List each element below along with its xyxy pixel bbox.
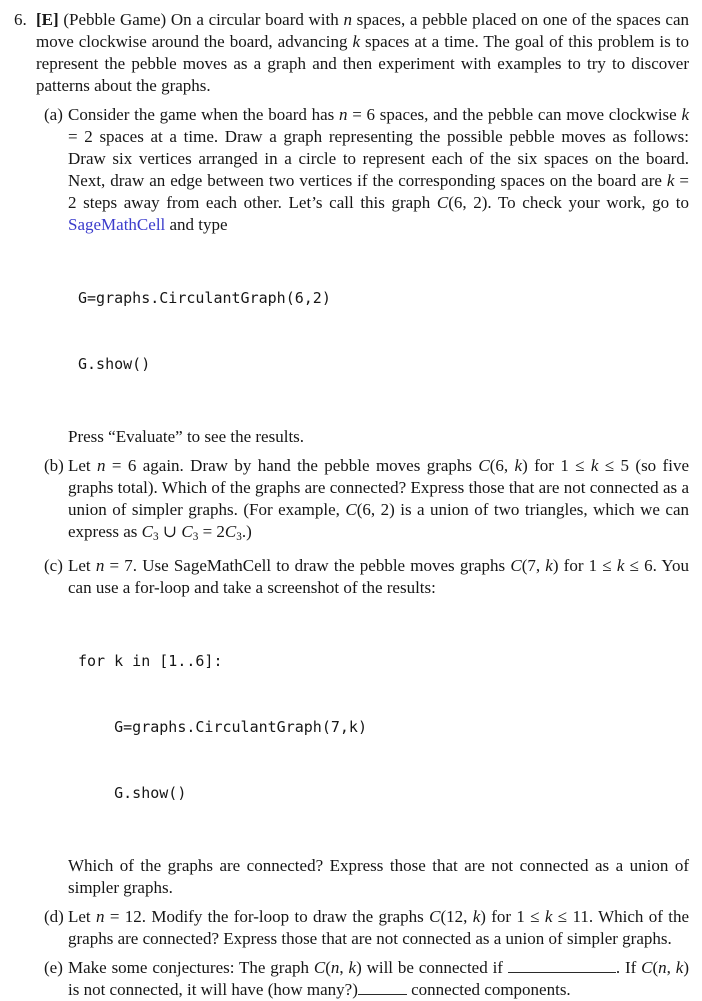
text-segment: ) for 1 ≤ [552, 556, 617, 576]
text-segment: C [224, 522, 237, 541]
text-segment: (6, 2) is a union of two triangles, which we can express as [68, 500, 689, 541]
text-segment: ) is not connected, it will have (how many?) [68, 958, 690, 1000]
text-segment: C [181, 522, 193, 541]
text-segment: n [658, 958, 667, 978]
text-segment: ≤ 11. Which of the graphs are connected? Express those that are not connected as a union of simpler graphs. [68, 907, 690, 949]
text-segment: k [681, 105, 689, 124]
text-segment: k [666, 171, 675, 190]
part-e-text-3 [407, 980, 571, 999]
text-segment: ) for 1 ≤ [480, 907, 545, 927]
text-segment: spaces at a time. The goal of this problem is to represent the pebble moves as a graph and then experiment with examples to try to discover patterns about the graphs. [36, 32, 689, 95]
part-c-text [68, 555, 689, 599]
problem-number: 6. [14, 10, 27, 29]
text-segment: = 2 [198, 522, 225, 541]
code-line-c-1: for k in [1..6]: [78, 652, 223, 671]
text-segment: .) [241, 522, 252, 541]
text-segment: C [345, 500, 357, 519]
fill-in-blank-2 [358, 993, 407, 995]
text-segment: k [352, 32, 361, 51]
text-segment: C [478, 456, 490, 475]
text-segment: = 2 spaces at a time. Draw a graph representing the possible pebble moves as follows: Draw six vertices arranged in a circle to represent each of the six spaces on the board. Next, draw an edge between two vertices if the corresponding spaces on the board are [68, 127, 689, 190]
text-segment: k [472, 907, 481, 927]
text-segment: n [96, 907, 105, 927]
part-a-label: (a) [44, 105, 63, 124]
problem-body [36, 9, 689, 1001]
text-segment: Make some conjectures: The graph [68, 958, 314, 978]
text-segment: [E] [36, 10, 59, 29]
text-segment: , [339, 958, 349, 978]
text-segment: k [544, 907, 553, 927]
part-b [36, 455, 689, 548]
text-segment: Let [68, 907, 96, 927]
text-segment: k [616, 556, 625, 576]
part-e-body [68, 957, 689, 1001]
text-segment: . If [615, 958, 642, 978]
text-segment: k [675, 958, 684, 978]
text-segment: (7, [521, 556, 546, 576]
text-segment: k [545, 556, 553, 576]
text-segment: k [514, 456, 523, 475]
text-segment: (6, [489, 456, 515, 475]
text-segment: spaces, a pebble placed on one of the spaces can move clockwise around the board, advancing [36, 10, 689, 51]
text-segment: (12, [440, 907, 473, 927]
fill-in-blank-1 [508, 971, 616, 973]
text-segment: n [330, 958, 340, 978]
problem-6 [14, 9, 689, 1001]
part-a [36, 104, 689, 448]
code-block-a [78, 243, 689, 419]
part-d [36, 906, 689, 950]
code-line-c-2: G=graphs.CirculantGraph(7,k) [78, 718, 367, 737]
part-a-text-before-link [68, 105, 689, 212]
part-b-text [68, 455, 689, 548]
sagemathcell-link[interactable]: SageMathCell [68, 215, 166, 234]
code-line-a-1: G=graphs.CirculantGraph(6,2) [78, 289, 331, 307]
code-block-c [78, 606, 689, 848]
text-segment: Which of the graphs are connected? Express those that are not connected as a union of simpler graphs. [68, 856, 689, 898]
text-segment: ≤ 6. You can use a for-loop and take a screenshot of the results: [68, 556, 690, 598]
code-line-c-3: G.show() [78, 784, 187, 803]
part-c-body [68, 555, 689, 899]
text-segment: C [641, 958, 653, 978]
text-segment: 3 [192, 531, 199, 544]
text-segment: ( [652, 958, 659, 978]
part-e-text-1 [68, 958, 508, 977]
text-segment: = 2 steps away from each other. Let’s call this graph [68, 171, 689, 212]
text-segment: ∪ [158, 522, 182, 541]
part-a-body [68, 104, 689, 448]
part-d-label: (d) [44, 907, 64, 927]
part-e [36, 957, 689, 1001]
part-c [36, 555, 689, 899]
part-c-label: (c) [44, 556, 63, 576]
text-segment: ( [325, 958, 331, 978]
part-e-text [68, 957, 689, 1001]
text-segment: = 12. Modify the for-loop to draw the graphs [104, 907, 430, 927]
problem-intro [36, 9, 689, 97]
text-segment: ) for 1 ≤ [522, 456, 591, 475]
text-segment: k [590, 456, 599, 475]
part-a-text-after-link [165, 215, 227, 234]
text-segment: n [95, 556, 105, 576]
text-segment: , [666, 958, 676, 978]
part-c-text-2 [68, 855, 689, 899]
text-segment: C [510, 556, 522, 576]
part-a-press-note [68, 426, 689, 448]
text-segment: = 7. Use SageMathCell to draw the pebble moves graphs [104, 556, 511, 576]
text-segment: ) will be connected if [356, 958, 508, 978]
text-segment: C [141, 522, 153, 541]
part-d-body [68, 906, 689, 950]
part-b-body [68, 455, 689, 548]
text-segment: C [429, 907, 441, 927]
part-d-text [68, 906, 689, 950]
text-segment: and type [165, 215, 228, 234]
text-segment: Let [68, 556, 96, 576]
text-segment: ≤ 5 (so five graphs total). Which of the graphs are connected? Express those that are not connected as a union of simpler graphs. (For example, [68, 456, 689, 519]
text-segment: = 6 spaces, and the pebble can move clockwise [347, 105, 682, 124]
text-segment: Press “Evaluate” to see the results. [68, 427, 305, 446]
text-segment: C [436, 193, 449, 212]
part-a-text [68, 104, 689, 236]
text-segment: 3 [236, 531, 242, 544]
text-segment: (6, 2). To check your work, go to [448, 193, 690, 212]
text-segment: C [313, 958, 326, 978]
text-segment: (Pebble Game) On a circular board with [58, 10, 344, 29]
text-segment: connected components. [406, 980, 571, 1000]
code-line-a-2: G.show() [78, 355, 151, 373]
text-segment: 3 [153, 531, 159, 544]
text-segment: n [97, 456, 106, 475]
text-segment: n [339, 105, 348, 124]
text-segment: k [348, 958, 357, 978]
text-segment: Consider the game when the board has [68, 105, 340, 124]
text-segment: Let [68, 456, 98, 475]
text-segment: n [343, 10, 352, 29]
part-e-label: (e) [44, 958, 63, 978]
part-b-label: (b) [44, 456, 64, 475]
text-segment: = 6 again. Draw by hand the pebble moves graphs [105, 456, 479, 475]
